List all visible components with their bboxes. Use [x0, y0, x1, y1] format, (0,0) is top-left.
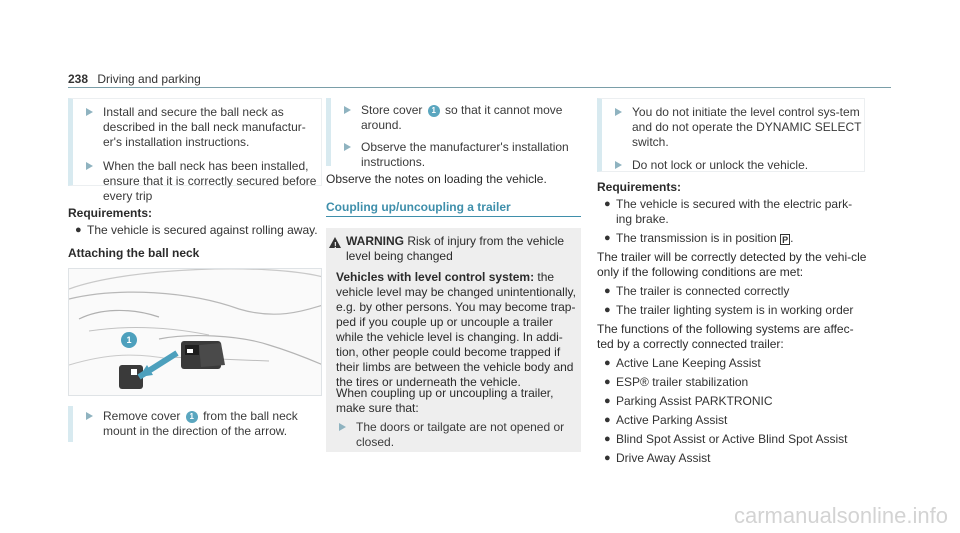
cover-number-badge: 1 [186, 411, 198, 423]
system-item [597, 451, 867, 466]
bullet-icon: ● [604, 395, 611, 407]
condition-item [597, 303, 867, 318]
requirement-item [597, 231, 867, 246]
requirement-text: The vehicle is secured against rolling away. [87, 223, 318, 237]
system-text: ESP® trailer stabilization [616, 375, 749, 389]
step-arrow-icon [86, 412, 93, 420]
system-item [597, 375, 867, 390]
step-store-text: Store cover [361, 103, 423, 117]
step-level-text: You do not initiate the level control sys-tem and do not operate the DYNAMIC SELECT switch. [632, 105, 862, 149]
gear-p-icon: P [782, 235, 789, 245]
system-text: Parking Assist PARKTRONIC [616, 394, 773, 408]
system-item [597, 413, 867, 428]
bullet-icon: ● [75, 224, 82, 236]
system-item [597, 394, 867, 409]
step-ensure-text: When the ball neck has been installed, ensure that it is correctly secured before every trip [103, 159, 317, 203]
warning-title: Risk of injury from the vehicle level being changed [346, 234, 565, 263]
step-arrow-icon [339, 423, 346, 431]
step-arrow-icon [344, 143, 351, 151]
condition-item [597, 284, 867, 299]
step-arrow-icon [615, 161, 622, 169]
functions-text: The functions of the following systems are affec-ted by a correctly connected trailer: [597, 322, 854, 351]
step-remove-text-2: from the ball neck mount in the direction of the arrow. [103, 409, 298, 438]
step-box-store [326, 98, 581, 169]
requirements-label: Requirements: [597, 180, 682, 194]
step-observe-text: Observe the manufacturer's installation instructions. [361, 140, 569, 169]
bullet-icon: ● [604, 433, 611, 445]
system-text: Blind Spot Assist or Active Blind Spot Assist [616, 432, 848, 446]
warning-triangle-icon [329, 237, 341, 248]
step-level-control [602, 105, 864, 150]
step-box-level [597, 98, 865, 172]
step-arrow-icon [86, 162, 93, 170]
section-rule [326, 216, 581, 217]
cover-number-badge: 1 [428, 105, 440, 117]
step-install [73, 105, 321, 150]
step-observe [331, 140, 581, 170]
step-arrow-icon [344, 106, 351, 114]
step-store-text-2: so that it cannot move around. [361, 103, 563, 132]
system-text: Drive Away Assist [616, 451, 711, 465]
step-remove [73, 409, 323, 439]
page-number: 238 [68, 72, 89, 86]
warning-box [326, 228, 581, 452]
section-title: Driving and parking [97, 72, 201, 86]
ball-neck-illustration [69, 269, 322, 396]
requirement-item [597, 197, 867, 227]
bullet-icon: ● [604, 376, 611, 388]
header-rule [68, 87, 891, 88]
section-heading: Coupling up/uncoupling a trailer [326, 200, 511, 214]
bullet-icon: ● [604, 198, 611, 210]
step-install-text: Install and secure the ball neck as described in the ball neck manufactur-er's installation instructions. [103, 105, 306, 149]
bullet-icon: ● [604, 452, 611, 464]
warning-body-2: When coupling up or uncoupling a trailer, make sure that: [336, 386, 554, 415]
system-item [597, 432, 867, 447]
step-store [331, 103, 581, 133]
warning-label: WARNING [346, 234, 404, 248]
requirements-label: Requirements: [68, 206, 153, 220]
requirement-text: The transmission is in position [616, 231, 777, 245]
warning-step [326, 420, 576, 450]
condition-text: The trailer is connected correctly [616, 284, 790, 298]
requirement-text: The vehicle is secured with the electric park-ing brake. [616, 197, 853, 226]
step-remove-text: Remove cover [103, 409, 181, 423]
warning-body-text: the vehicle level may be changed unintentionally, e.g. by other persons. You may become trap-ped if you couple up or uncouple a trailer while the vehicle level is changing. In addi-tion, other people could become trapped if their limbs are between the vehicle body and the tires or underneath the vehicle. [336, 270, 576, 389]
bullet-icon: ● [604, 357, 611, 369]
detect-text: The trailer will be correctly detected by the vehi-cle only if the following conditions are met: [597, 250, 867, 279]
page-header [68, 72, 201, 87]
requirement-item [68, 223, 323, 238]
bullet-icon: ● [604, 232, 611, 244]
bullet-icon: ● [604, 285, 611, 297]
condition-text: The trailer lighting system is in working order [616, 303, 854, 317]
bullet-icon: ● [604, 304, 611, 316]
step-box-remove [68, 406, 323, 442]
figure-callout-1: 1 [121, 332, 137, 348]
system-text: Active Lane Keeping Assist [616, 356, 761, 370]
step-box-install [68, 98, 322, 203]
bullet-icon: ● [604, 414, 611, 426]
system-text: Active Parking Assist [616, 413, 728, 427]
warning-body-bold: Vehicles with level control system: [336, 270, 535, 284]
warning-body [336, 270, 576, 390]
step-lock [602, 158, 864, 173]
step-arrow-icon [86, 108, 93, 116]
step-ensure [73, 159, 321, 204]
system-item [597, 356, 867, 371]
warning-header [346, 234, 578, 264]
warning-step-text: The doors or tailgate are not opened or closed. [356, 420, 565, 449]
step-arrow-icon [615, 108, 622, 116]
requirements-block-3 [597, 180, 867, 466]
requirements-block-1 [68, 206, 323, 261]
watermark: carmanualsonline.info [733, 503, 948, 528]
period: . [790, 231, 794, 245]
observe-notes: Observe the notes on loading the vehicle. [326, 172, 547, 186]
step-lock-text: Do not lock or unlock the vehicle. [632, 158, 809, 172]
ball-neck-figure [68, 268, 322, 396]
attaching-heading: Attaching the ball neck [68, 246, 200, 260]
